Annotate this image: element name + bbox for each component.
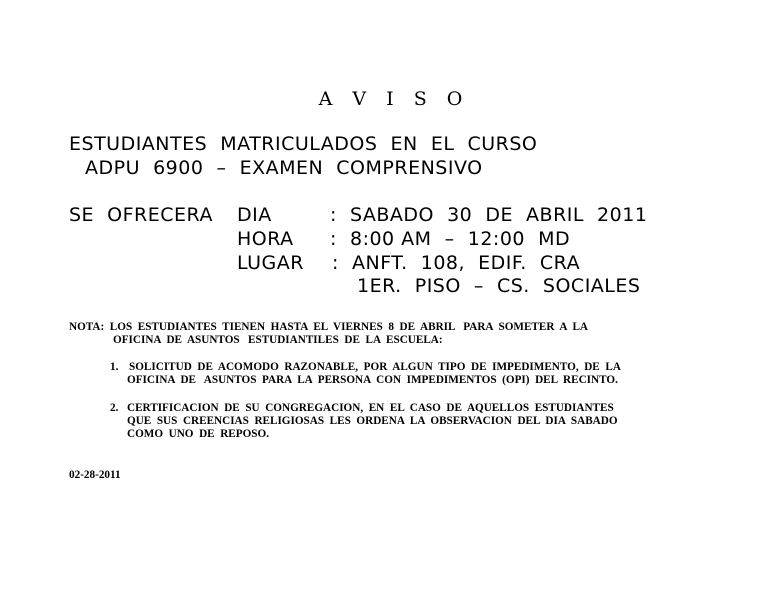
schedule-lugar-value: : ANFT. 108, EDIF. CRA	[332, 252, 581, 274]
nota-item-1-line-1: SOLICITUD DE ACOMODO RAZONABLE, POR ALGUN TIPO DE IMPEDIMENTO, DE LA	[129, 361, 621, 373]
nota-item-1-line-2: OFICINA DE ASUNTOS PARA LA PERSONA CON IMPEDIMENTOS (OPI) DEL RECINTO.	[127, 374, 618, 386]
schedule-lugar-value-2: 1ER. PISO – CS. SOCIALES	[357, 275, 641, 297]
schedule-hora-value: : 8:00 AM – 12:00 MD	[330, 228, 571, 250]
nota-item-2-line-2: QUE SUS CREENCIAS RELIGIOSAS LES ORDENA LA OBSERVACION DEL DIA SABADO	[127, 415, 618, 427]
page-title: A V I S O	[318, 88, 470, 110]
schedule-hora-label: HORA	[237, 228, 294, 250]
schedule-lugar-label: LUGAR	[237, 252, 304, 274]
nota-item-2-number: 2.	[110, 402, 119, 414]
schedule-dia-value: : SABADO 30 DE ABRIL 2011	[330, 204, 648, 226]
nota-item-2-line-3: COMO UNO DE REPOSO.	[127, 428, 270, 440]
schedule-dia-label: DIA	[237, 204, 272, 226]
nota-line-1: NOTA: LOS ESTUDIANTES TIENEN HASTA EL VIERNES 8 DE ABRIL PARA SOMETER A LA	[69, 321, 589, 333]
nota-item-1-number: 1.	[110, 361, 119, 373]
nota-line-2: OFICINA DE ASUNTOS ESTUDIANTILES DE LA ESCUELA:	[113, 334, 443, 346]
nota-item-2-line-1: CERTIFICACION DE SU CONGREGACION, EN EL CASO DE AQUELLOS ESTUDIANTES	[127, 402, 614, 414]
heading-line-1: ESTUDIANTES MATRICULADOS EN EL CURSO	[69, 133, 538, 155]
document-date: 02-28-2011	[69, 469, 121, 481]
schedule-intro: SE OFRECERA	[69, 204, 213, 226]
heading-line-2: ADPU 6900 – EXAMEN COMPRENSIVO	[85, 157, 483, 179]
